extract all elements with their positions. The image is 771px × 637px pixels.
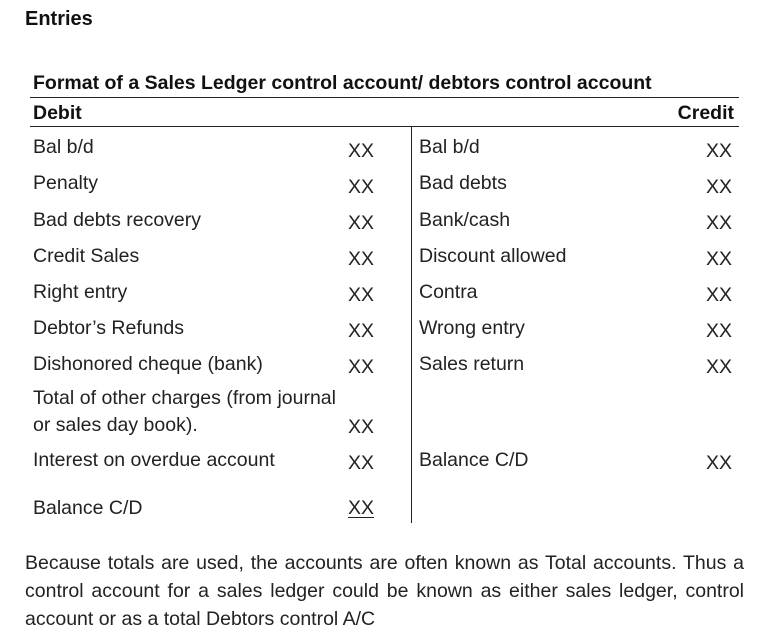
credit-row-label: Contra bbox=[419, 281, 478, 303]
credit-label: Credit bbox=[677, 102, 734, 124]
debit-row-label: Penalty bbox=[33, 172, 99, 194]
credit-row-label: Balance C/D bbox=[419, 449, 529, 471]
debit-row-label: Dishonored cheque (bank) bbox=[33, 353, 263, 375]
credit-row-amount: XX bbox=[706, 248, 733, 270]
debit-row-label: Credit Sales bbox=[33, 245, 140, 267]
header-rule bbox=[30, 126, 739, 127]
credit-row-label: Wrong entry bbox=[419, 317, 525, 339]
debit-row-label: Balance C/D bbox=[33, 497, 143, 519]
debit-row-amount: XX bbox=[348, 356, 375, 378]
credit-row-amount: XX bbox=[706, 212, 733, 234]
credit-row-label: Bal b/d bbox=[419, 136, 480, 158]
credit-row-amount: XX bbox=[706, 320, 733, 342]
column-divider bbox=[411, 126, 412, 523]
debit-row-label: Bal b/d bbox=[33, 136, 94, 158]
debit-row-amount: XX bbox=[348, 140, 375, 162]
explanation-paragraph: Because totals are used, the accounts are often known as Total accounts. Thus a control account for a sales ledger could be known as either sales ledger, control account or as a total Debtors control A/C bbox=[25, 552, 744, 630]
debit-row-amount: XX bbox=[348, 212, 375, 234]
debit-row-label: Debtor’s Refunds bbox=[33, 317, 185, 339]
debit-row-label: Bad debts recovery bbox=[33, 209, 202, 231]
credit-row-label: Discount allowed bbox=[419, 245, 567, 267]
debit-row-amount: XX bbox=[348, 416, 375, 438]
debit-row-label: Right entry bbox=[33, 281, 128, 303]
credit-row-label: Bad debts bbox=[419, 172, 507, 194]
debit-row-amount: XX bbox=[348, 497, 375, 519]
debit-label: Debit bbox=[33, 102, 82, 124]
credit-row-amount: XX bbox=[706, 356, 733, 378]
debit-row-amount: XX bbox=[348, 320, 375, 342]
credit-row-amount: XX bbox=[706, 284, 733, 306]
credit-row-amount: XX bbox=[706, 176, 733, 198]
debit-row-label: Interest on overdue account bbox=[33, 449, 275, 471]
credit-row-amount: XX bbox=[706, 140, 733, 162]
credit-row-label: Sales return bbox=[419, 353, 525, 375]
debit-row-amount: XX bbox=[348, 248, 375, 270]
credit-row-amount: XX bbox=[706, 452, 733, 474]
title-rule bbox=[30, 97, 739, 98]
debit-row-label: Total of other charges (from journal or sales day book). bbox=[33, 387, 336, 436]
debit-row-amount: XX bbox=[348, 452, 375, 474]
debit-row-amount: XX bbox=[348, 284, 375, 306]
section-heading: Entries bbox=[25, 8, 93, 30]
ledger-title: Format of a Sales Ledger control account/ debtors control account bbox=[33, 72, 652, 94]
credit-row-label: Bank/cash bbox=[419, 209, 511, 231]
debit-row-amount: XX bbox=[348, 176, 375, 198]
